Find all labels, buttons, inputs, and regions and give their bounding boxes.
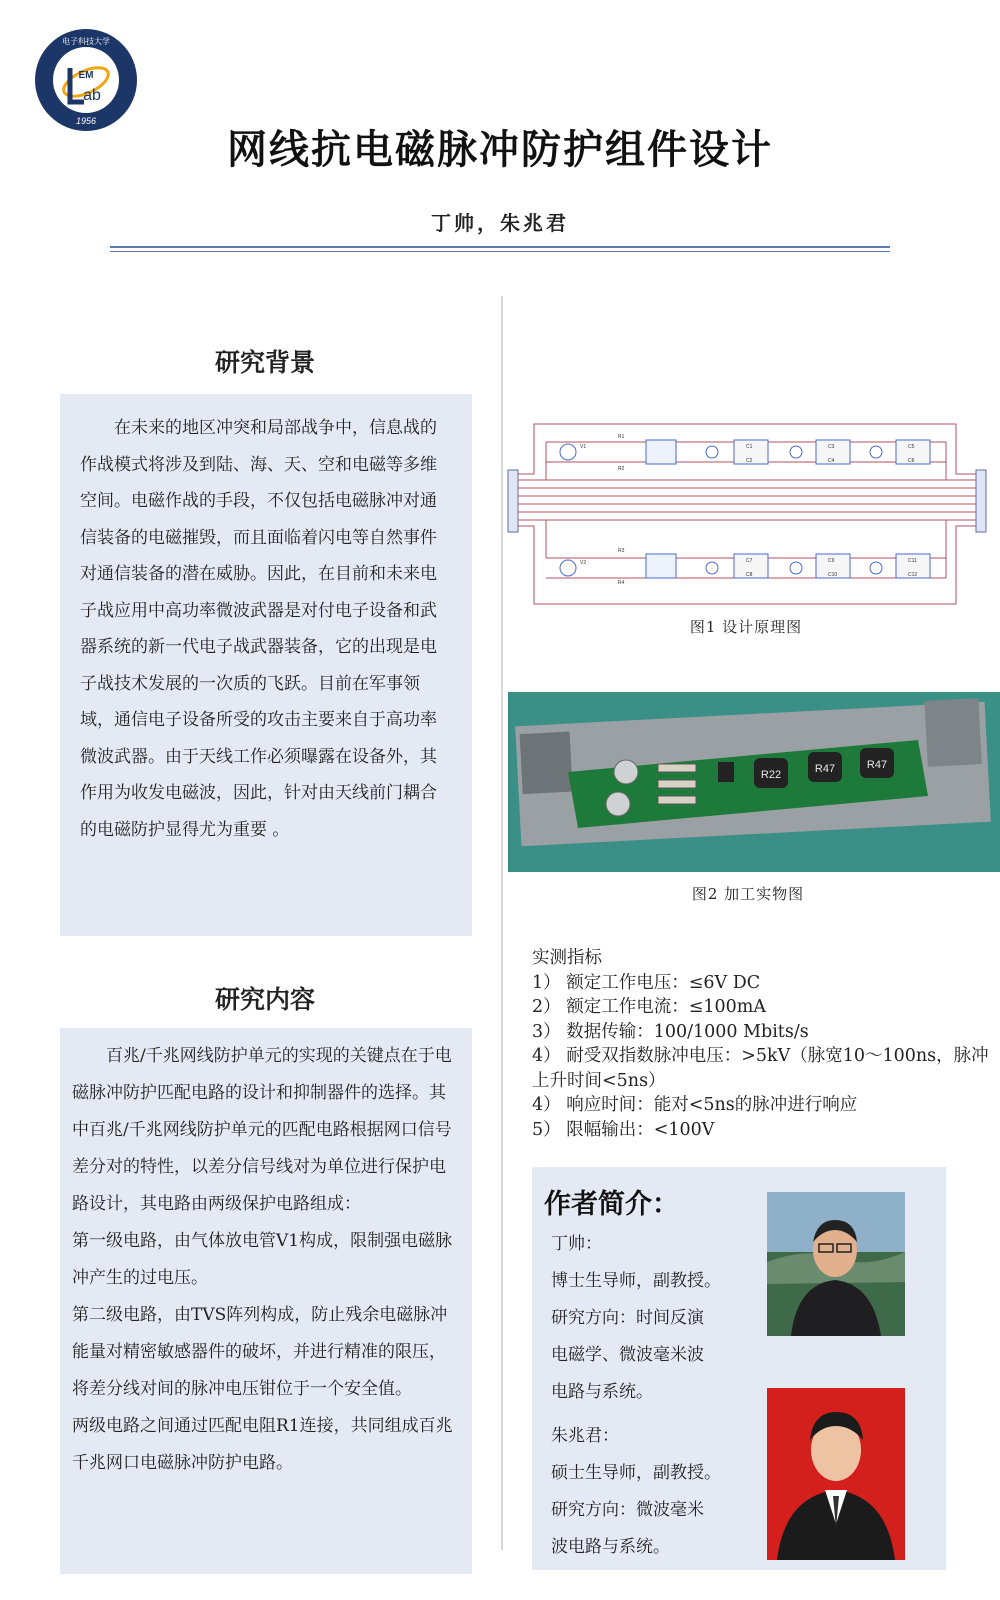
metric-item: 2） 额定工作电流：≤100mA	[532, 997, 766, 1017]
inductor-label: R47	[866, 759, 888, 771]
schematic-label: C3	[828, 444, 835, 450]
content-paragraph: 第二级电路，由TVS阵列构成，防止残余电磁脉冲能量对精密敏感器件的破坏，并进行精准的限压，将差分线对间的脉冲电压钳位于一个安全值。	[72, 1305, 448, 1399]
schematic-label: C2	[746, 458, 753, 464]
background-text: 在未来的地区冲突和局部战争中，信息战的作战模式将涉及到陆、海、天、空和电磁等多维空间。电磁作战的手段，不仅包括电磁脉冲对通信装备的电磁摧毁，而且面临着闪电等自然事件对通信装备的潜在威胁。因此，在目前和未来电子战应用中高功率微波武器是对付电子设备和武器系统的新一代电子战武器装备，它的出现是电子战技术发展的一次质的飞跃。目前在军事领域，通信电子设备所受的攻击主要来自于高功率微波武器。由于天线工作必须曝露在设备外，其作用为收发电磁波，因此，针对由天线前门耦合的电磁防护显得尤为重要 。	[80, 418, 437, 840]
author-line: 电路与系统。	[551, 1382, 653, 1402]
metric-item: 4） 耐受双指数脉冲电压：>5kV（脉宽10～100ns，脉冲上升时间<5ns）	[532, 1046, 989, 1091]
logo-arc-text: 电子科技大学	[62, 37, 110, 46]
content-paragraph: 百兆/千兆网线防护单元的实现的关键点在于电磁脉冲防护匹配电路的设计和抑制器件的选择。其中百兆/千兆网线防护单元的匹配电路根据网口信号差分对的特性，以差分信号线对为单位进行保护电路设计，其电路由两级保护电路组成：	[72, 1046, 452, 1214]
metric-item: 4） 响应时间：能对<5ns的脉冲进行响应	[532, 1095, 858, 1115]
logo-year: 1956	[75, 116, 97, 126]
university-logo	[34, 28, 138, 132]
figure2-caption: 图2 加工实物图	[691, 885, 805, 903]
logo-em-text: EM	[78, 70, 94, 81]
author-1-bio	[551, 1226, 761, 1411]
column-divider	[501, 296, 503, 1550]
schematic-label: R1	[618, 434, 625, 440]
schematic-label: C1	[746, 444, 753, 450]
content-paragraph: 两级电路之间通过匹配电阻R1连接，共同组成百兆千兆网口电磁脉冲防护电路。	[72, 1416, 453, 1473]
schematic-label: C4	[828, 458, 835, 464]
schematic-label: C9	[828, 558, 835, 564]
author-line: 研究方向：微波毫米	[551, 1500, 704, 1520]
schematic-label: R4	[618, 580, 625, 586]
figure1-caption: 图1 设计原理图	[689, 618, 803, 636]
schematic-label: C8	[746, 572, 753, 578]
author-line: 电磁学、微波毫米波	[551, 1345, 704, 1365]
poster-title: 网线抗电磁脉冲防护组件设计	[227, 127, 773, 173]
author-1-photo	[767, 1192, 905, 1336]
author-line: 丁帅：	[551, 1234, 602, 1254]
schematic-figure	[506, 418, 1000, 614]
header-rule	[110, 246, 890, 248]
metrics-heading: 实测指标	[532, 948, 602, 968]
author-line: 博士生导师，副教授。	[551, 1271, 721, 1291]
schematic-label: C11	[908, 558, 917, 564]
schematic-label: C10	[828, 572, 838, 578]
board-photo	[508, 692, 1000, 872]
schematic-label: V2	[580, 560, 587, 566]
author-line: 硕士生导师，副教授。	[551, 1463, 721, 1483]
content-box	[60, 1028, 472, 1574]
logo-lab-text: ab	[83, 87, 101, 104]
author-intro-heading: 作者简介：	[544, 1189, 679, 1220]
schematic-label: V1	[580, 444, 587, 450]
metric-item: 5） 限幅输出：<100V	[532, 1119, 715, 1140]
header-rule-thin	[110, 251, 890, 252]
schematic-label: C12	[908, 572, 918, 578]
author-line: 波电路与系统。	[551, 1537, 670, 1557]
metrics-list	[532, 946, 1000, 1142]
schematic-label: C5	[908, 444, 915, 450]
content-paragraph: 第一级电路，由气体放电管V1构成，限制强电磁脉冲产生的过电压。	[72, 1231, 453, 1288]
background-box	[60, 394, 472, 936]
schematic-label: R3	[618, 548, 625, 554]
author-2-bio	[551, 1418, 761, 1566]
author-line: 研究方向：时间反演	[551, 1308, 704, 1328]
content-heading: 研究内容	[214, 985, 315, 1014]
schematic-label: C6	[908, 458, 915, 464]
background-heading: 研究背景	[214, 348, 315, 377]
inductor-label: R47	[814, 763, 836, 775]
schematic-label: R2	[618, 466, 625, 472]
metric-item: 3） 数据传输：100/1000 Mbits/s	[532, 1021, 809, 1042]
inductor-label: R22	[760, 769, 782, 781]
author-line: 朱兆君：	[551, 1426, 619, 1446]
author-2-photo	[767, 1388, 905, 1560]
poster-authors: 丁帅，朱兆君	[431, 211, 569, 235]
schematic-label: C7	[746, 558, 753, 564]
metric-item: 1） 额定工作电压：≤6V DC	[532, 972, 761, 993]
